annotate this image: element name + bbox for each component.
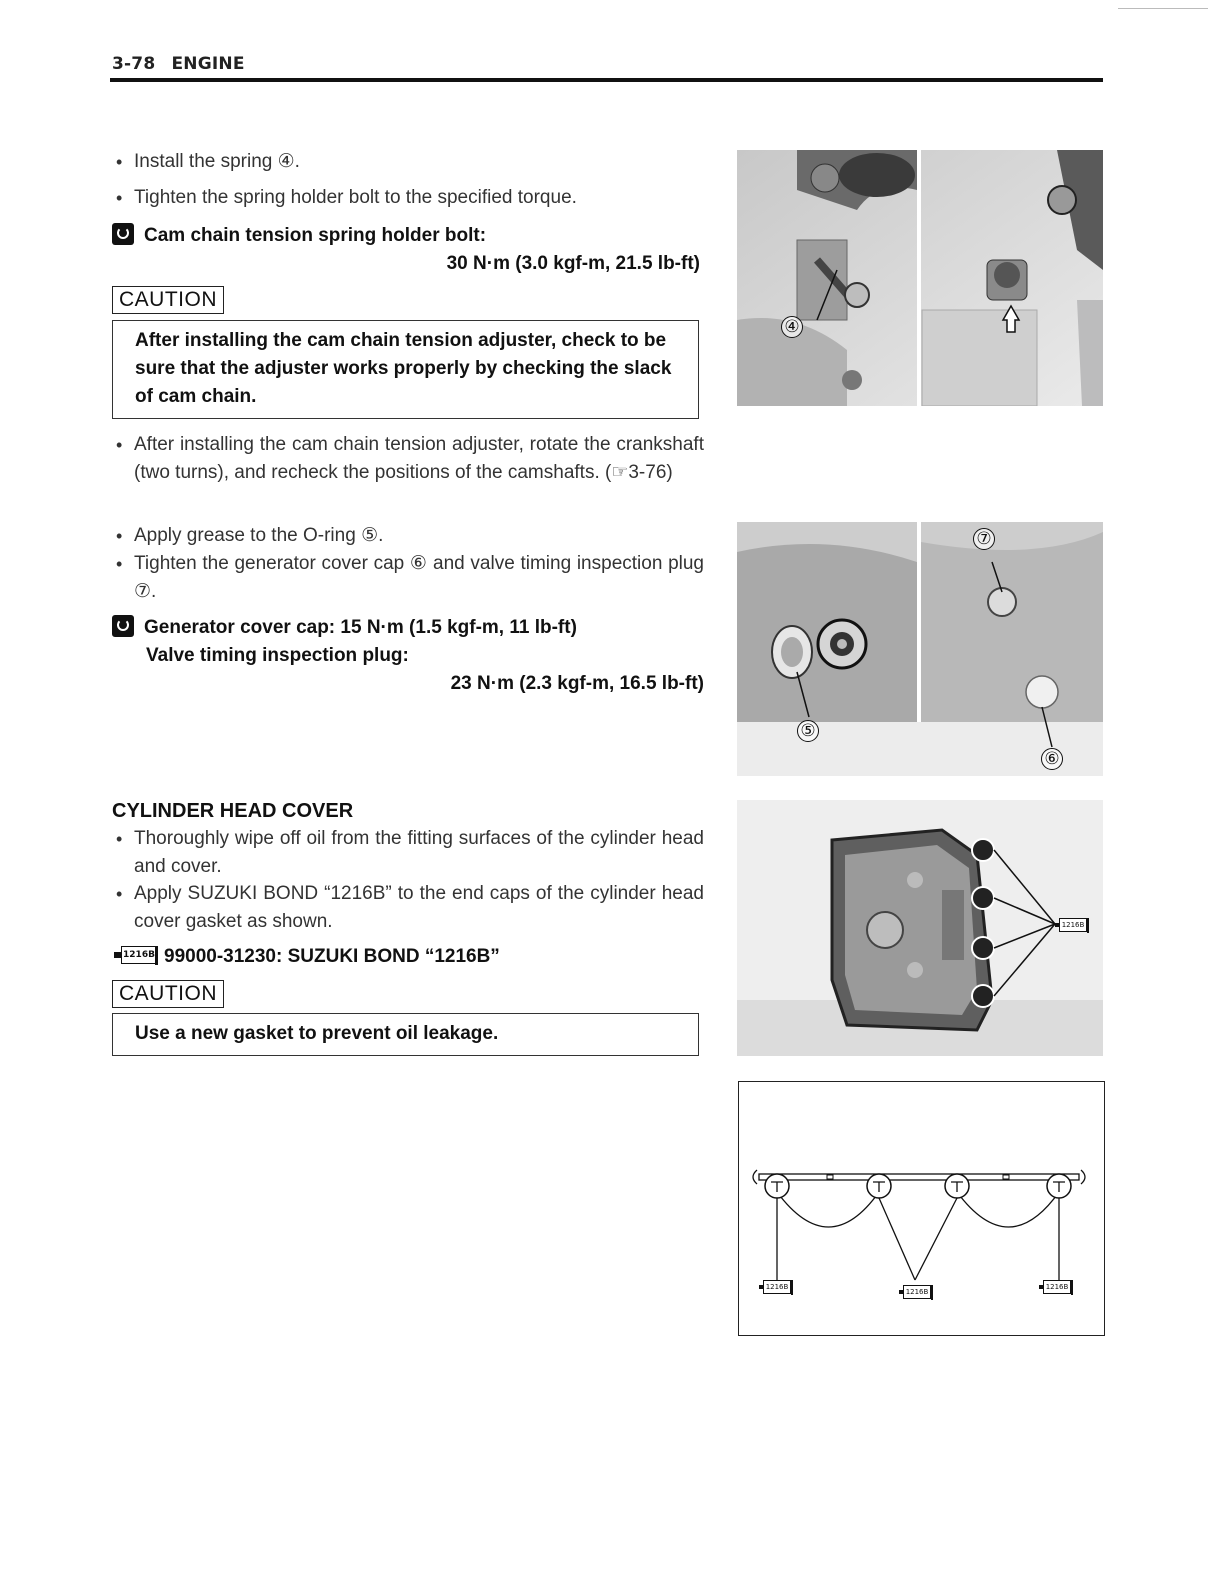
callout-4: ④ — [781, 316, 803, 338]
bond-tube-icon: 1216B — [114, 946, 158, 964]
photo-head-cover-gasket — [737, 800, 1103, 1056]
spec2-line1: Generator cover cap: 15 N·m (1.5 kgf-m, 11 lb-ft) — [144, 617, 577, 638]
bullet-install-spring: • Install the spring ④. — [112, 148, 706, 176]
bond-tube-icon: 1216B — [1039, 1280, 1073, 1294]
bond-tube-icon: 1216B — [899, 1285, 933, 1299]
caution-text-1: After installing the cam chain tension adjuster, check to be sure that the adjuster works properly by checking the slack of cam chain. — [135, 330, 672, 407]
bullet-apply-grease: • Apply grease to the O-ring ⑤. — [112, 522, 706, 550]
spec-label: Cam chain tension spring holder bolt: — [144, 225, 487, 246]
bond-tube-icon: 1216B — [1055, 918, 1089, 932]
bullet-apply-bond: • Apply SUZUKI BOND “1216B” to the end caps of the cylinder head cover gasket as shown. — [112, 880, 704, 936]
spec2-line3: 23 N·m (2.3 kgf-m, 16.5 lb-ft) — [450, 673, 704, 694]
callout-5: ⑤ — [797, 720, 819, 742]
caution-box-1 — [112, 320, 699, 419]
bond-tube-icon: 1216B — [759, 1280, 793, 1294]
torque-wrench-icon — [112, 223, 134, 245]
torque-spec-1 — [112, 222, 700, 278]
bullet-tighten-cap: • Tighten the generator cover cap ⑥ and valve timing inspection plug ⑦. — [112, 550, 704, 606]
bullet-tighten-bolt: • Tighten the spring holder bolt to the specified torque. — [112, 184, 706, 212]
corner-mark — [1118, 8, 1208, 9]
caution-box-2 — [112, 1013, 699, 1056]
caution-text-2: Use a new gasket to prevent oil leakage. — [135, 1023, 499, 1044]
callout-7: ⑦ — [973, 528, 995, 550]
page-number: 3-78 — [112, 54, 156, 74]
spec2-line2: Valve timing inspection plug: — [146, 645, 409, 666]
section-title-cylinder-head-cover: CYLINDER HEAD COVER — [112, 800, 354, 822]
header-rule — [110, 78, 1103, 82]
photo-generator-cover — [737, 522, 1103, 776]
caution-label-2: CAUTION — [112, 980, 224, 1008]
bullet-rotate-crankshaft: • After installing the cam chain tension adjuster, rotate the crankshaft (two turns), and recheck the positions of the camshafts. (☞3-76) — [112, 431, 704, 487]
photo-spring-install — [737, 150, 1103, 406]
bond-spec — [114, 943, 500, 971]
bullet-wipe-oil: • Thoroughly wipe off oil from the fitting surfaces of the cylinder head and cover. — [112, 825, 704, 881]
page-header — [112, 54, 255, 74]
caution-label-1: CAUTION — [112, 286, 224, 314]
torque-spec-2 — [112, 614, 704, 698]
torque-wrench-icon — [112, 615, 134, 637]
callout-6: ⑥ — [1041, 748, 1063, 770]
bond-spec-text: 99000-31230: SUZUKI BOND “1216B” — [164, 946, 500, 967]
section-name: ENGINE — [171, 54, 245, 74]
spec-value: 30 N·m (3.0 kgf-m, 21.5 lb-ft) — [446, 253, 700, 274]
diagram-gasket-end-caps — [738, 1081, 1105, 1336]
